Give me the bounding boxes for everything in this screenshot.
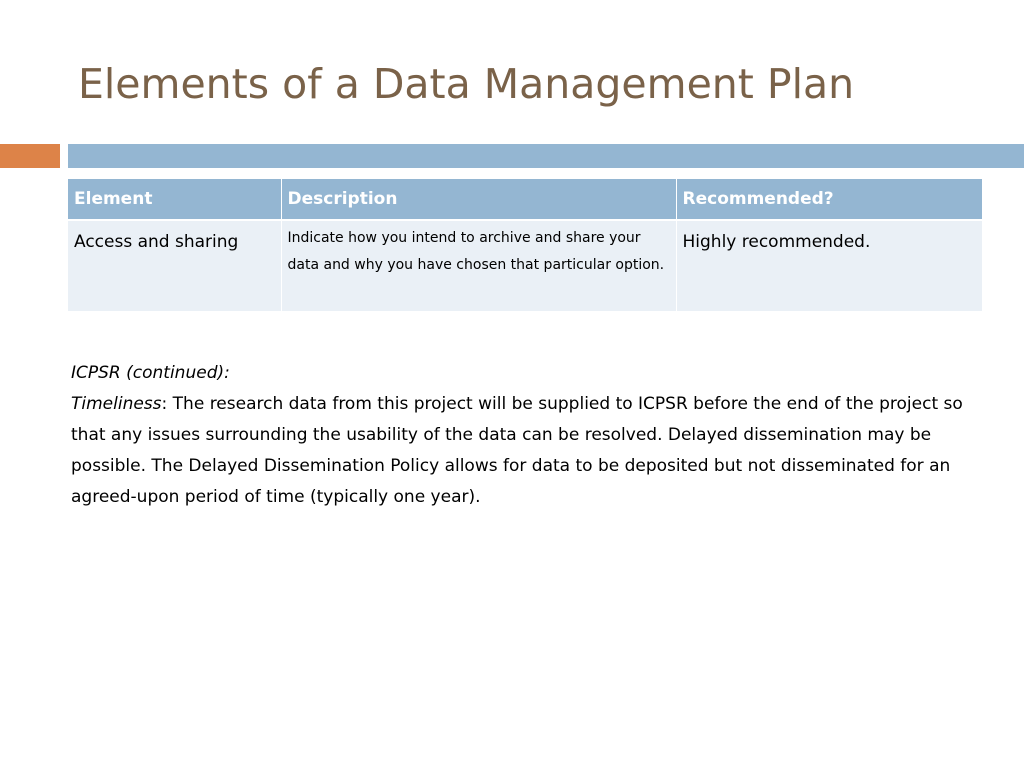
accent-bar-blue: [68, 144, 1024, 168]
dmp-elements-table: [68, 179, 982, 311]
accent-bar-orange: [0, 144, 60, 168]
body-heading: ICPSR (continued):: [71, 363, 230, 383]
header-recommended: Recommended?: [676, 179, 982, 220]
table-header-row: [68, 179, 982, 220]
header-element: Element: [68, 179, 281, 220]
cell-element: Access and sharing: [68, 220, 281, 311]
slide-title: Elements of a Data Management Plan: [78, 60, 855, 108]
cell-description: Indicate how you intend to archive and share your data and why you have chosen that particular option.: [281, 220, 676, 311]
body-separator: :: [161, 394, 168, 414]
table-row: [68, 220, 982, 311]
cell-recommended: Highly recommended.: [676, 220, 982, 311]
header-description: Description: [281, 179, 676, 220]
body-term: Timeliness: [71, 394, 162, 414]
body-text-content: The research data from this project will be supplied to ICPSR before the end of the project so that any issues surrounding the usability of the data can be resolved. Delayed dissemination may be possible. The Delayed Dissemination Policy allows for data to be deposited but not disseminated for an agreed-upon period of time (typically one year).: [71, 394, 963, 507]
body-paragraph: [71, 389, 981, 513]
body-text: [71, 358, 981, 513]
